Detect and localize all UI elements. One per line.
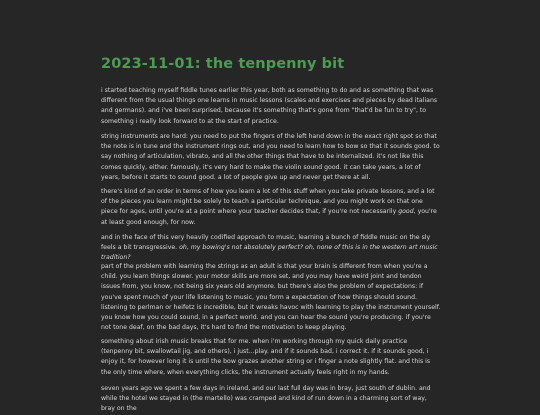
paragraph-5: part of the problem with learning the strings as an adult is that your brain is different from when you're a child. you learn things slower. your motor skills are more set, and you may have weird joint and tendon issues from, you know, not being six years old anymore. but there's also the problem of expectations: if you've spent much of your life listening to music, you form a expectation of how things should sound. listening to perlman or heifetz is incredible, but it wreaks havoc with learning to play the instrument yourself. you know how you could sound, in a perfect world. and you can hear the sound you're producing. if you're not tone deaf, on the bad days, it's hard to find the motivation to keep playing.	[101, 263, 441, 332]
paragraph-2: string instruments are hard: you need to put the fingers of the left hand down in the exact right spot so that the note is in tune and the instrument rings out, and you need to learn how to bow so that it sounds good. to say nothing of articulation, vibrato, and all the other things that have to be internalized. it's not like this comes quickly, either. famously, it's very hard to make the violin sound good. it can take years, a lot of years, before it starts to sound good. a lot of people give up and never get there at all.	[101, 133, 440, 181]
paragraph-1: i started teaching myself fiddle tunes earlier this year, both as something to do and as something that was different from the usual things one learns in music lessons (scales and exercises and pieces by dead italians and germans). and i've been surprised, because it's something that's gone from "that'd be fun to try", to something i really look forward to at the start of practice.	[101, 87, 438, 125]
paragraph-4-emphasis: oh, my bowing's not absolutely perfect? oh, none of this is in the western art music tradition?	[101, 244, 438, 262]
post-title: 2023-11-01: the tenpenny bit	[101, 56, 345, 72]
paragraph-4-text: and in the face of this very heavily codified approach to music, learning a bunch of fiddle music on the sly feels a bit transgressive.	[101, 234, 431, 252]
paragraph-4	[101, 233, 441, 264]
paragraph-3-text-b: , you're at least good enough, for now.	[101, 208, 437, 226]
paragraph-7: seven years ago we spent a few days in ireland, and our last full day was in bray, just south of dublin. and while the hotel we stayed in (the martello) was cramped and kind of run down in a charming sort of way, bray on the	[101, 385, 431, 413]
paragraph-3	[101, 187, 441, 228]
paragraph-3-emphasis: good	[398, 208, 414, 216]
paragraph-6: something about irish music breaks that for me. when i'm working through my quick daily practice (tenpenny bit, swallowtail jig, and others), i just...play. and if it sounds bad, i correct it. if it sounds good, i enjoy it, for however long it is until the bow grazes another string or i finger a note slightly flat. and this is the only time where, when everything clicks, the instrument actually feels right in my hands.	[101, 338, 431, 376]
paragraph-3-text-a: there's kind of an order in terms of how you learn a lot of this stuff when you take private lessons, and a lot of the pieces you learn might be solely to teach a particular technique, and you might work on that one piece for ages, until you're at a point where your teacher decides that, if you're not necessarily	[101, 188, 435, 216]
